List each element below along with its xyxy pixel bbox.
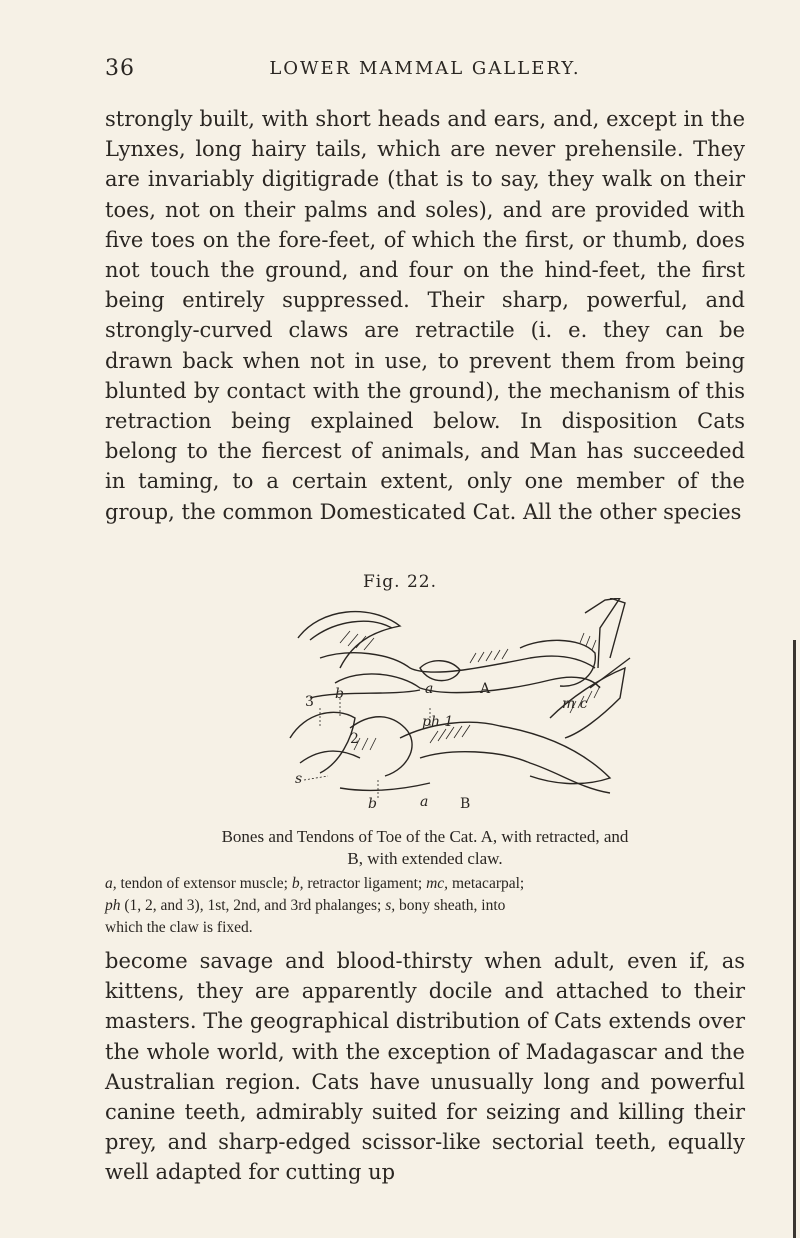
legend-key-a: a, — [105, 875, 117, 892]
paragraph-1: strongly built, with short heads and ears, and, except in the Lynxes, long hairy tails, which are never prehensile. They are invariably digitigrade (that is to say, they walk on their toes, not on their palms and soles), and are provided with five toes on the fore-feet, of which the first, or thumb, does not touch the ground, and four on the hind-feet, the first being entirely suppressed. Their sharp, powerful, and strongly-curved claws are retractile (i. e. they can be drawn back when not in use, to prevent them from being blunted by contact with the ground), the mechanism of this retraction being explained below. In disposition Cats belong to the fiercest of animals, and Man has succeeded in taming, to a certain extent, only one member of the group, the common Domesticated Cat. All the other species — [105, 107, 745, 524]
figure-caption — [105, 826, 745, 870]
legend-line-1 — [105, 873, 745, 895]
figure-label: Fig. 22. — [363, 572, 437, 592]
toe-bones-illustration — [280, 598, 640, 818]
legend-key-ph: ph — [105, 897, 121, 914]
running-head: LOWER MAMMAL GALLERY. — [269, 58, 581, 79]
page-edge-shadow — [793, 640, 796, 1238]
legend-text-mc: metacarpal; — [448, 875, 525, 892]
legend-key-b: b, — [291, 875, 304, 892]
figure-letter-B: B — [460, 796, 471, 812]
figure-letter-3: 3 — [305, 694, 314, 710]
legend-text-b: retractor ligament; — [303, 875, 427, 892]
page-header — [105, 56, 745, 86]
claw-retracted-outline — [298, 612, 400, 668]
figure-letter-A: A — [480, 681, 491, 697]
figure-letter-ph1: ph 1 — [422, 714, 454, 730]
figure-letter-mc: m c — [562, 696, 588, 712]
figure-legend — [105, 873, 745, 939]
paragraph-2: become savage and blood-thirsty when adult, even if, as kittens, they are apparently docile and attached to their masters. The geographical distribution of Cats extends over the whole world, with the exception of Madagascar and the Australian region. Cats have unusually long and powerful canine teeth, admirably suited for seizing and killing their prey, and sharp-edged scissor-like sectorial teeth, equally well adapted for cutting up — [105, 949, 745, 1185]
phalanges-upper — [320, 653, 595, 672]
legend-text-ph: (1, 2, and 3), 1st, 2nd, and 3rd phalanges; — [120, 897, 386, 914]
legend-line-3: which the claw is fixed. — [105, 919, 253, 936]
legend-text-a: tendon of extensor muscle; — [116, 875, 292, 892]
figure-letter-b-top: b — [335, 686, 344, 702]
legend-text-s: bony sheath, into — [395, 897, 506, 914]
figure-letter-a-bottom: a — [420, 794, 429, 810]
sheath-lower — [290, 712, 355, 773]
legend-key-mc: mc, — [426, 875, 449, 892]
caption-line-2: B, with extended claw. — [347, 849, 503, 868]
legend-line-2 — [105, 895, 745, 917]
page-number: 36 — [105, 56, 135, 81]
figure-letter-2: 2 — [350, 731, 359, 747]
caption-line-1: Bones and Tendons of Toe of the Cat. A, with retracted, and — [221, 827, 629, 846]
figure-letter-a-top: a — [425, 681, 434, 697]
legend-key-s: s, — [385, 897, 396, 914]
figure-letter-b-bottom: b — [368, 796, 377, 812]
figure-letter-s: s — [295, 771, 303, 787]
figure-cat-toe-bones — [280, 598, 640, 818]
metacarpal-upper — [585, 598, 620, 668]
